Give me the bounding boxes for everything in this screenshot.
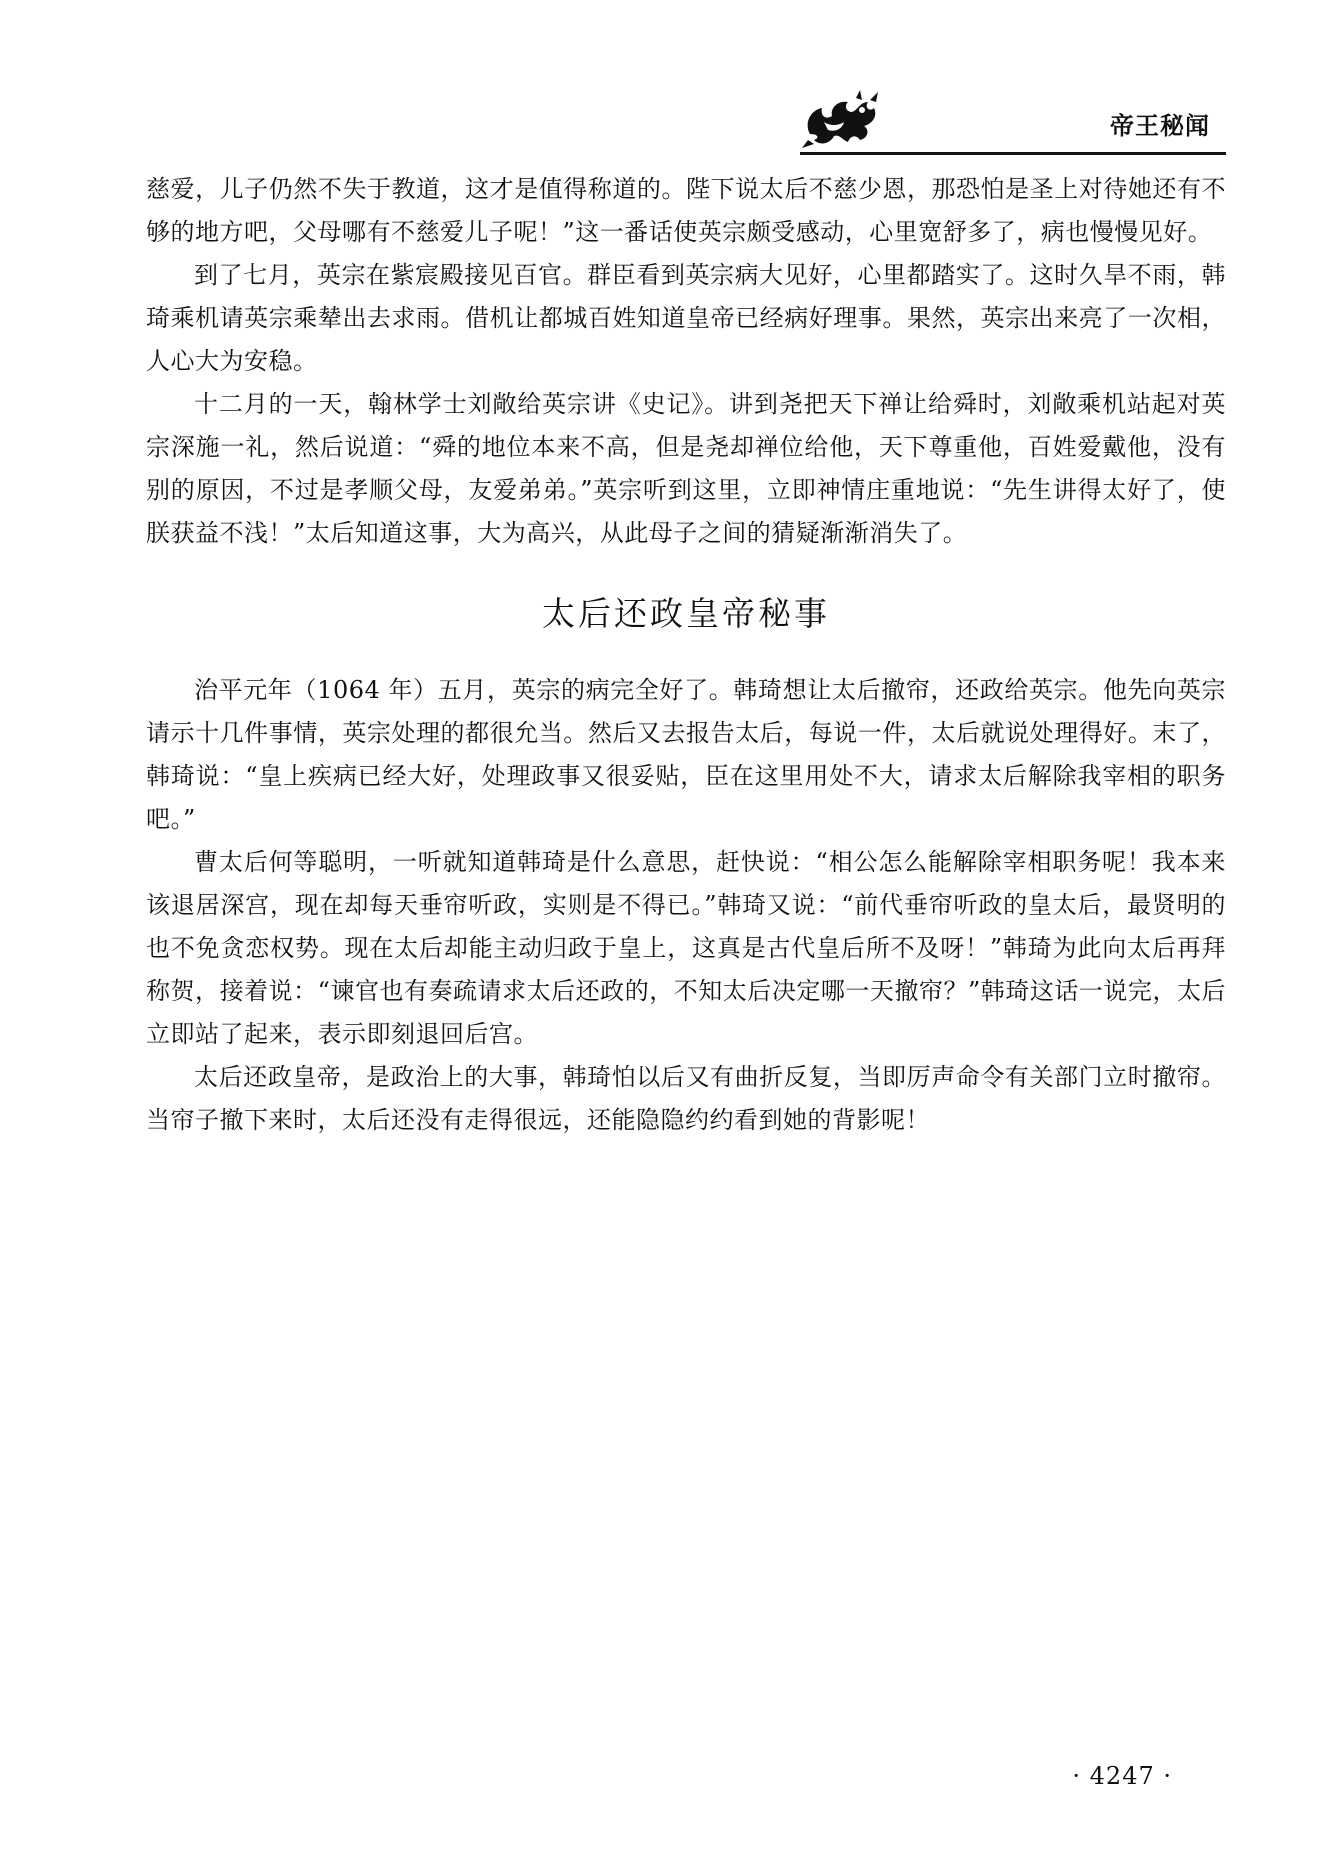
paragraph: 治平元年（1064 年）五月，英宗的病完全好了。韩琦想让太后撤帘，还政给英宗。他先向英宗请示十几件事情，英宗处理的都很允当。然后又去报告太后，每说一件，太后就说处理得好。末了，韩琦说：“皇上疾病已经大好，处理政事又很妥贴，臣在这里用处不大，请求太后解除我宰相的职务吧。”	[146, 676, 1226, 833]
dragon-emblem-icon	[800, 90, 886, 150]
page-number: · 4247 ·	[1072, 1762, 1172, 1790]
paragraph: 到了七月，英宗在紫宸殿接见百官。群臣看到英宗病大见好，心里都踏实了。这时久旱不雨，韩琦乘机请英宗乘辇出去求雨。借机让都城百姓知道皇帝已经病好理事。果然，英宗出来亮了一次相，人心大为安稳。	[146, 261, 1226, 375]
paragraph: 曹太后何等聪明，一听就知道韩琦是什么意思，赶快说：“相公怎么能解除宰相职务呢！我本来该退居深宫，现在却每天垂帘听政，实则是不得已。”韩琦又说：“前代垂帘听政的皇太后，最贤明的也不免贪恋权势。现在太后却能主动归政于皇上，这真是古代皇后所不及呀！”韩琦为此向太后再拜称贺，接着说：“谏官也有奏疏请求太后还政的，不知太后决定哪一天撤帘？”韩琦这话一说完，太后立即站了起来，表示即刻退回后宫。	[146, 848, 1226, 1048]
paragraph: 太后还政皇帝，是政治上的大事，韩琦怕以后又有曲折反复，当即厉声命令有关部门立时撤帘。当帘子撤下来时，太后还没有走得很远，还能隐隐约约看到她的背影呢！	[146, 1063, 1226, 1134]
paragraph: 十二月的一天，翰林学士刘敞给英宗讲《史记》。讲到尧把天下禅让给舜时，刘敞乘机站起对英宗深施一礼，然后说道：“舜的地位本来不高，但是尧却禅位给他，天下尊重他，百姓爱戴他，没有别的原因，不过是孝顺父母，友爱弟弟。”英宗听到这里，立即神情庄重地说：“先生讲得太好了，使朕获益不浅！”太后知道这事，大为高兴，从此母子之间的猜疑渐渐消失了。	[146, 390, 1226, 547]
section-title: 太后还政皇帝秘事	[542, 594, 830, 633]
paragraph-continued: 慈爱，儿子仍然不失于教道，这才是值得称道的。陛下说太后不慈少恩，那恐怕是圣上对待她还有不够的地方吧，父母哪有不慈爱儿子呢！”这一番话使英宗颇受感动，心里宽舒多了，病也慢慢见好。	[146, 175, 1226, 246]
header-divider	[800, 152, 1226, 155]
running-head-title: 帝王秘闻	[1110, 112, 1210, 140]
article-body	[146, 168, 1226, 1142]
page-header	[800, 84, 1222, 154]
